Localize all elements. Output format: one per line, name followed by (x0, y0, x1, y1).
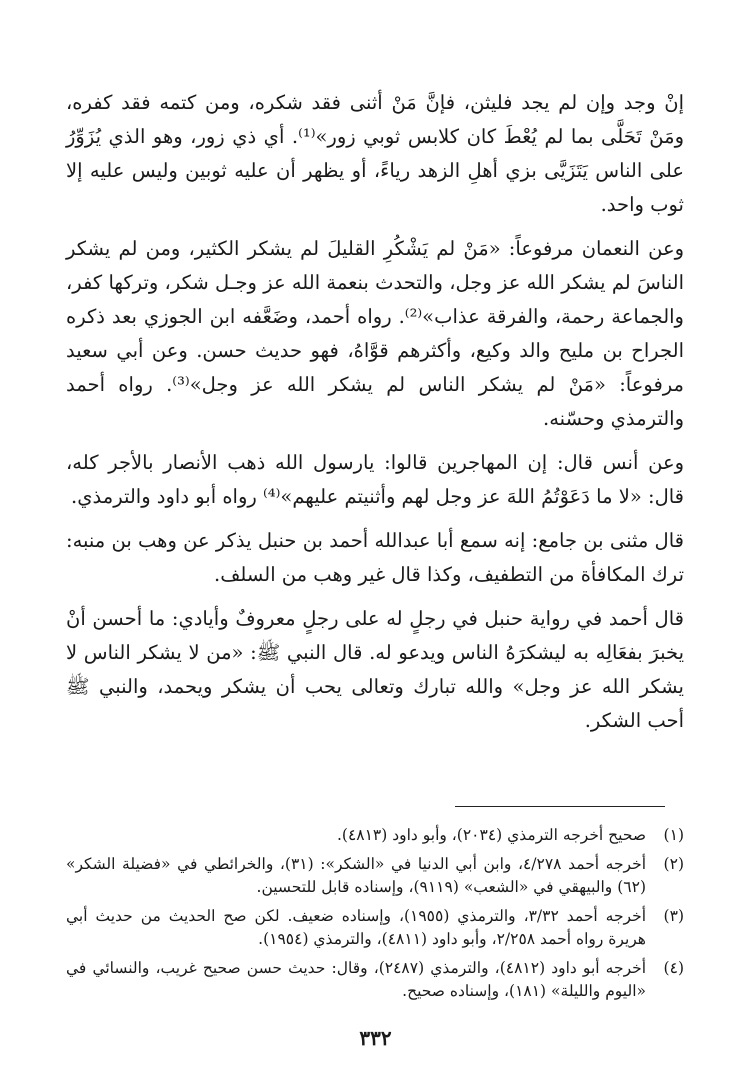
paragraph-4: قال مثنى بن جامع: إنه سمع أبا عبدالله أحمد بن حنبل يذكر عن وهب بن منبه: ترك المكافأة من التطفيف، وكذا قال غير وهب من السلف. (66, 529, 684, 586)
footnote-number: (٤) (663, 959, 684, 977)
footnote-divider (455, 806, 665, 807)
footnote-number: (١) (663, 826, 684, 844)
main-text (66, 86, 684, 748)
footnote-text: أخرجه أحمد ٤/٢٧٨، وابن أبي الدنيا في «الشكر»: (٣١)، والخرائطي في «فضيلة الشكر» (٦٢) والبيهقي في «الشعب» (٩١١٩)، وإسناده قابل للتحسين. (66, 855, 647, 896)
footnote-text: أخرجه أحمد ٣/٣٢، والترمذي (١٩٥٥)، وإسناده ضعيف. لكن صح الحديث من حديث أبي هريرة رواه أحمد ٢/٢٥٨، وأبو داود (٤٨١١)، والترمذي (١٩٥٤). (66, 907, 646, 948)
paragraph-1: إنْ وجد وإن لم يجد فليثن، فإنَّ مَنْ أثنى فقد شكره، ومن كتمه فقد كفره، ومَنْ تَحَلَّى بما لم يُعْطَ كان كلابس ثوبي زور»⁽¹⁾. أي ذي زور، وهو الذي يُزَوِّرُ على الناس يَتَزَيَّى بزي أهلِ الزهد رياءً، أو يظهر أن عليه ثوبين وليس عليه إلا ثوب واحد. (66, 91, 684, 216)
footnote-text: صحيح أخرجه الترمذي (٢٠٣٤)، وأبو داود (٤٨١٣). (336, 826, 646, 844)
footnote-1 (66, 824, 684, 847)
paragraph-3: وعن أنس قال: إن المهاجرين قالوا: يارسول الله ذهب الأنصار بالأجر كله، قال: «لا ما دَعَوْتُمُ اللهَ عز وجل لهم وأثنيتم عليهم»⁽⁴⁾ رواه أبو داود والترمذي. (66, 451, 684, 508)
footnote-3 (66, 905, 684, 951)
footnote-text: أخرجه أبو داود (٤٨١٢)، والترمذي (٢٤٨٧)، وقال: حديث حسن صحيح غريب، والنسائي في «اليوم والليلة» (١٨١)، وإسناده صحيح. (66, 959, 647, 1000)
paragraph-5: قال أحمد في رواية حنبل في رجلٍ له على رجلٍ معروفٌ وأيادي: ما أحسن أنْ يخبرَ بفعَالِه به ليشكرَهُ الناس ويدعو له. قال النبي ﷺ: «من لا يشكر الناس لا يشكر الله عز وجل» والله تبارك وتعالى يحب أن يشكر ويحمد، والنبي ﷺ أحب الشكر. (66, 607, 684, 732)
footnote-2 (66, 853, 684, 899)
page-number: ٣٣٢ (359, 1026, 392, 1050)
paragraph-2: وعن النعمان مرفوعاً: «مَنْ لم يَشْكُرِ القليلَ لم يشكر الكثير، ومن لم يشكر الناسَ لم يشكر الله عز وجل، والتحدث بنعمة الله عز وجـل شكر، وتركها كفر، والجماعة رحمة، والفرقة عذاب»⁽²⁾. رواه أحمد، وضَعَّفه ابن الجوزي بعد ذكره الجراح بن مليح والد وكيع، وأكثرهم قوَّاهُ، فهو حديث حسن. وعن أبي سعيد مرفوعاً: «مَنْ لم يشكر الناس لم يشكر الله عز وجل»⁽³⁾. رواه أحمد والترمذي وحسّنه. (66, 237, 684, 430)
footnotes (66, 824, 684, 1009)
footnote-number: (٣) (663, 907, 684, 925)
footnote-4 (66, 957, 684, 1003)
footnote-number: (٢) (663, 855, 684, 873)
